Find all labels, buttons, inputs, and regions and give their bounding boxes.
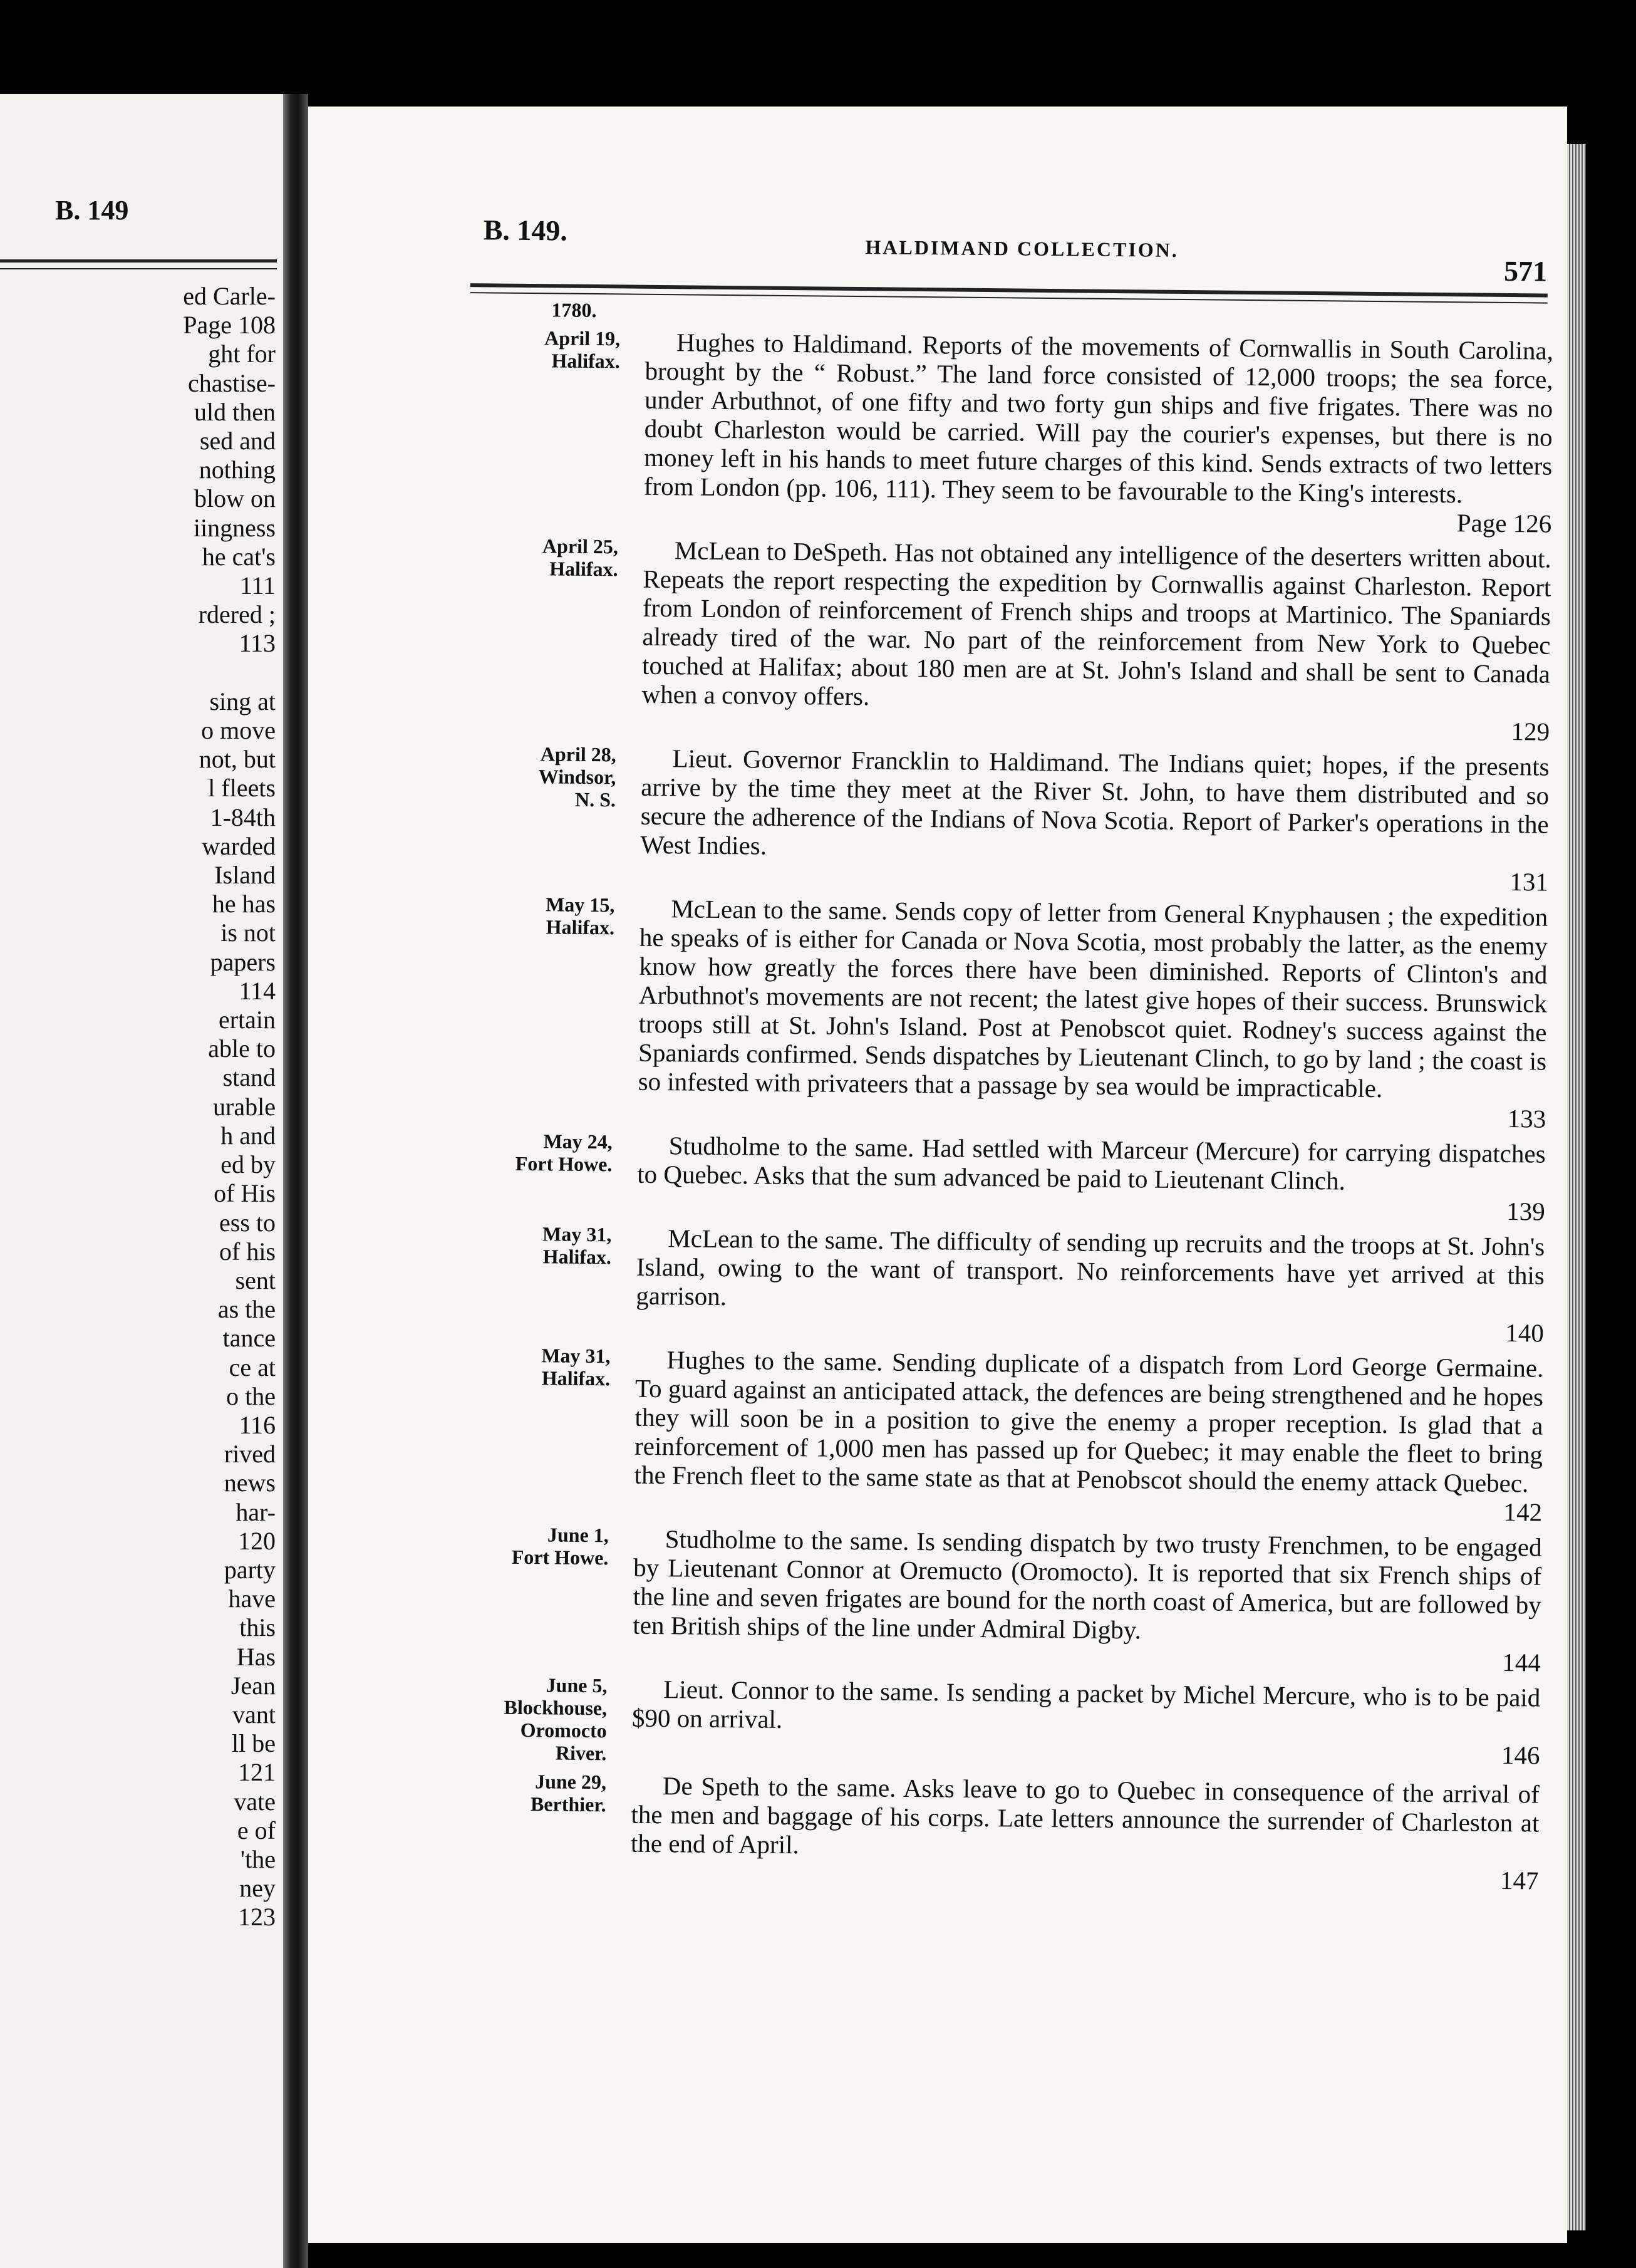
- page-edges: [1567, 144, 1586, 2230]
- calendar-entry: [452, 1343, 1544, 1527]
- entry-body: [637, 1131, 1546, 1226]
- left-page-line: uld then: [194, 397, 276, 426]
- left-page-line: l fleets: [208, 774, 276, 803]
- left-page-line: e of: [237, 1816, 276, 1844]
- entry-text: Studholme to the same. Is sending dispatch by two trusty Frenchmen, to be engaged by Lieutenant Connor at Oremucto (Oromocto). It is reported that six French ships of the line and seven frigates are bound for the north coast of America, but are followed by ten British ships of the line under Admiral Digby.: [633, 1524, 1542, 1645]
- entry-page-reference: 142: [1503, 1497, 1543, 1527]
- left-page-line: Island: [214, 861, 276, 890]
- left-page-line: 111: [239, 571, 276, 600]
- left-page-line: blow on: [194, 484, 276, 513]
- entry-date-place: May 31, Halifax.: [541, 1344, 611, 1390]
- entry-date-place: May 31, Halifax.: [542, 1222, 612, 1269]
- entry-text: Studholme to the same. Had settled with Marceur (Mercure) for carrying dispatches to Quebec. Asks that the sum advanced be paid to Lieutenant Clinch.: [637, 1131, 1546, 1195]
- left-page-line: ght for: [208, 340, 276, 368]
- entry-text: De Speth to the same. Asks leave to go to Quebec in consequence of the arrival of the men and baggage of his corps. Late letters announce the surrender of Charleston at the end of April.: [630, 1771, 1540, 1860]
- left-page-line: sent: [235, 1266, 276, 1294]
- left-page-line: 1-84th: [210, 803, 276, 831]
- book-gutter: [283, 94, 308, 2268]
- entry-text: McLean to DeSpeth. Has not obtained any intelligence of the deserters written about. Repeats the report respecting the expedition by Cornwallis against Charleston. Report from London of reinforcement of French ships and troops at Martinico. The Spaniards already tired of the war. No part of the reinforcement from New York to Quebec touched at Halifax; about 180 men are at St. John's Island and shall be sent to Canada when a convoy offers.: [641, 536, 1552, 711]
- left-page-line: 123: [238, 1903, 276, 1932]
- left-page-line: news: [224, 1469, 276, 1497]
- left-page-line: Jean: [230, 1671, 276, 1700]
- calendar-entry: [456, 892, 1548, 1133]
- calendar-entry: [455, 1129, 1546, 1226]
- left-page-line: party: [224, 1555, 276, 1584]
- header-rule: [470, 283, 1548, 298]
- left-page-line: o the: [226, 1381, 276, 1410]
- left-page-line: warded: [202, 831, 276, 860]
- volume-header: B. 149.: [483, 214, 568, 247]
- left-page-line: tance: [222, 1324, 276, 1353]
- calendar-entry: [460, 534, 1551, 746]
- left-page-line: stand: [222, 1063, 276, 1092]
- entry-text: Lieut. Connor to the same. Is sending a packet by Michel Mercure, who is to be paid $90 on arrival.: [631, 1675, 1541, 1734]
- left-page-line: vant: [232, 1700, 276, 1729]
- entry-body: [631, 1675, 1540, 1774]
- main-page: [308, 107, 1567, 2243]
- left-page-line: ney: [239, 1874, 276, 1903]
- left-page-line: sing at: [209, 687, 276, 715]
- year-label: 1780.: [551, 298, 597, 322]
- entry-page-reference: 129: [1511, 717, 1550, 746]
- left-page-line: not, but: [199, 745, 276, 774]
- left-header-rule: [0, 259, 277, 263]
- left-page-line: papers: [210, 947, 276, 976]
- entry-date-place: May 15, Halifax.: [546, 893, 615, 939]
- calendar-entry: [454, 1222, 1545, 1348]
- entry-date-place: June 1, Fort Howe.: [511, 1523, 609, 1569]
- entry-page-reference: 131: [1509, 867, 1549, 897]
- entry-body: [633, 1524, 1542, 1677]
- entry-body: [638, 894, 1548, 1133]
- page-number: 571: [1503, 254, 1548, 288]
- left-page-line: is not: [220, 918, 276, 947]
- left-page-line: 113: [239, 629, 276, 658]
- entry-page-reference: 133: [1507, 1104, 1546, 1133]
- left-page-line: rived: [224, 1440, 276, 1469]
- entry-text: Hughes to Haldimand. Reports of the movements of Cornwallis in South Carolina, brought by the “ Robust.” The land force consisted of 12,000 troops; the sea force, under Arbuthnot, of one fifty and two forty gun ships and five frigates. There was no doubt Charleston would be carried. Will pay the courier's expenses, but there is no money left in his hands to meet future charges of this kind. Sends extracts of two letters from London (pp. 106, 111). They seem to be favourable to the King's interests.: [643, 328, 1554, 509]
- page-content: [445, 213, 1567, 2229]
- left-page-line: sed and: [199, 427, 276, 455]
- entry-body: [630, 1771, 1540, 1895]
- left-page-line: ed Carle-: [183, 282, 276, 310]
- left-page-line: [183, 658, 276, 687]
- left-page-line: har-: [236, 1497, 276, 1526]
- left-page-line: of His: [214, 1179, 276, 1208]
- entry-text: Lieut. Governor Francklin to Haldimand. The Indians quiet; hopes, if the presents arrive by the time they meet at the River St. John, to have them distributed and so secure the adherence of the Indians of Nova Scotia. Report of Parker's operations in the West Indies.: [640, 744, 1550, 860]
- entry-page-reference: 147: [1499, 1865, 1539, 1895]
- entry-body: [643, 328, 1553, 538]
- left-page-line: 121: [238, 1758, 276, 1787]
- entry-body: [634, 1345, 1544, 1527]
- left-header-rule-thin: [0, 268, 277, 269]
- left-page-line: o move: [201, 716, 276, 745]
- left-page-line: this: [239, 1613, 276, 1642]
- calendar-entry: [451, 1522, 1542, 1677]
- left-page-line: ess to: [219, 1208, 276, 1237]
- left-page-line: 'the: [240, 1844, 276, 1873]
- left-page-line: able to: [208, 1034, 276, 1063]
- calendar-entries: [448, 326, 1553, 1901]
- entry-page-reference: 144: [1502, 1648, 1541, 1677]
- left-page-text: [183, 282, 276, 1932]
- entry-date-place: June 29, Berthier.: [530, 1770, 607, 1816]
- left-page-line: 120: [238, 1526, 276, 1555]
- left-page-line: ed by: [220, 1150, 276, 1179]
- left-page-line: nothing: [199, 455, 276, 484]
- left-page-line: chastise-: [188, 368, 276, 397]
- entry-page-reference: 140: [1505, 1318, 1545, 1348]
- left-page-line: rdered ;: [198, 600, 276, 629]
- left-page-line: h and: [220, 1121, 276, 1150]
- left-page-line: iingness: [193, 513, 276, 542]
- entry-date-place: April 19, Halifax.: [544, 326, 621, 373]
- entry-date-place: April 25, Halifax.: [542, 534, 619, 581]
- calendar-entry: [450, 1673, 1540, 1774]
- entry-date-place: April 28, Windsor, N. S.: [538, 742, 616, 811]
- left-page-line: urable: [213, 1092, 276, 1121]
- left-facing-page: [0, 94, 283, 2268]
- entry-page-reference: 146: [1501, 1740, 1540, 1770]
- calendar-entry: [458, 742, 1550, 897]
- entry-date-place: June 5, Blockhouse, Oromocto River.: [504, 1673, 608, 1765]
- left-page-line: he has: [212, 890, 276, 918]
- entry-body: [640, 744, 1550, 897]
- entry-text: McLean to the same. Sends copy of letter from General Knyphausen ; the expedition he speaks of is either for Canada or Nova Scotia, most probably the latter, as the enemy know how greatly the forces there have been diminished. Reports of Clinton's and Arbuthnot's movements are not recent; the latest give hopes of their success. Brunswick troops still at St. John's Island. Post at Penobscot quiet. Rodney's success against the Spaniards confirmed. Sends dispatches by Lieutenant Clinch, to go by land ; the coast is so infested with privateers that a passage by sea would be impracticable.: [638, 894, 1548, 1103]
- calendar-entry: [448, 1769, 1540, 1895]
- left-page-line: Has: [236, 1642, 276, 1671]
- running-title: HALDIMAND COLLECTION.: [865, 236, 1179, 261]
- left-page-line: Page 108: [183, 311, 276, 340]
- left-page-line: ce at: [229, 1353, 276, 1381]
- left-page-line: as the: [217, 1295, 276, 1324]
- left-page-line: he cat's: [202, 542, 276, 571]
- entry-text: McLean to the same. The difficulty of sending up recruits and the troops at St. John's Island, owing to the want of transport. No reinforcements have yet arrived at this garrison.: [636, 1224, 1545, 1311]
- entry-page-reference: Page 126: [1456, 508, 1552, 538]
- calendar-entry: [462, 326, 1553, 538]
- left-page-line: have: [228, 1584, 276, 1613]
- left-page-line: ertain: [218, 1006, 276, 1034]
- entry-body: [636, 1224, 1545, 1348]
- left-page-line: of his: [219, 1237, 276, 1266]
- left-page-line: vate: [234, 1787, 276, 1816]
- left-page-line: 116: [239, 1410, 276, 1439]
- entry-date-place: May 24, Fort Howe.: [515, 1130, 613, 1176]
- entry-body: [641, 536, 1551, 746]
- entry-page-reference: 139: [1506, 1197, 1546, 1226]
- left-page-header: B. 149: [55, 195, 129, 226]
- entry-text: Hughes to the same. Sending duplicate of a dispatch from Lord George Germaine. To guard against an anticipated attack, the defences are being strengthened and he hopes they will soon be in a position to give the enemy a proper reception. Is glad that a reinforcement of 1,000 men has passed up for Quebec; it may enable the fleet to bring the French fleet to the same state as that at Penobscot should the enemy attack Quebec.: [634, 1345, 1544, 1498]
- left-page-line: ll be: [232, 1729, 276, 1758]
- left-page-line: 114: [239, 976, 276, 1005]
